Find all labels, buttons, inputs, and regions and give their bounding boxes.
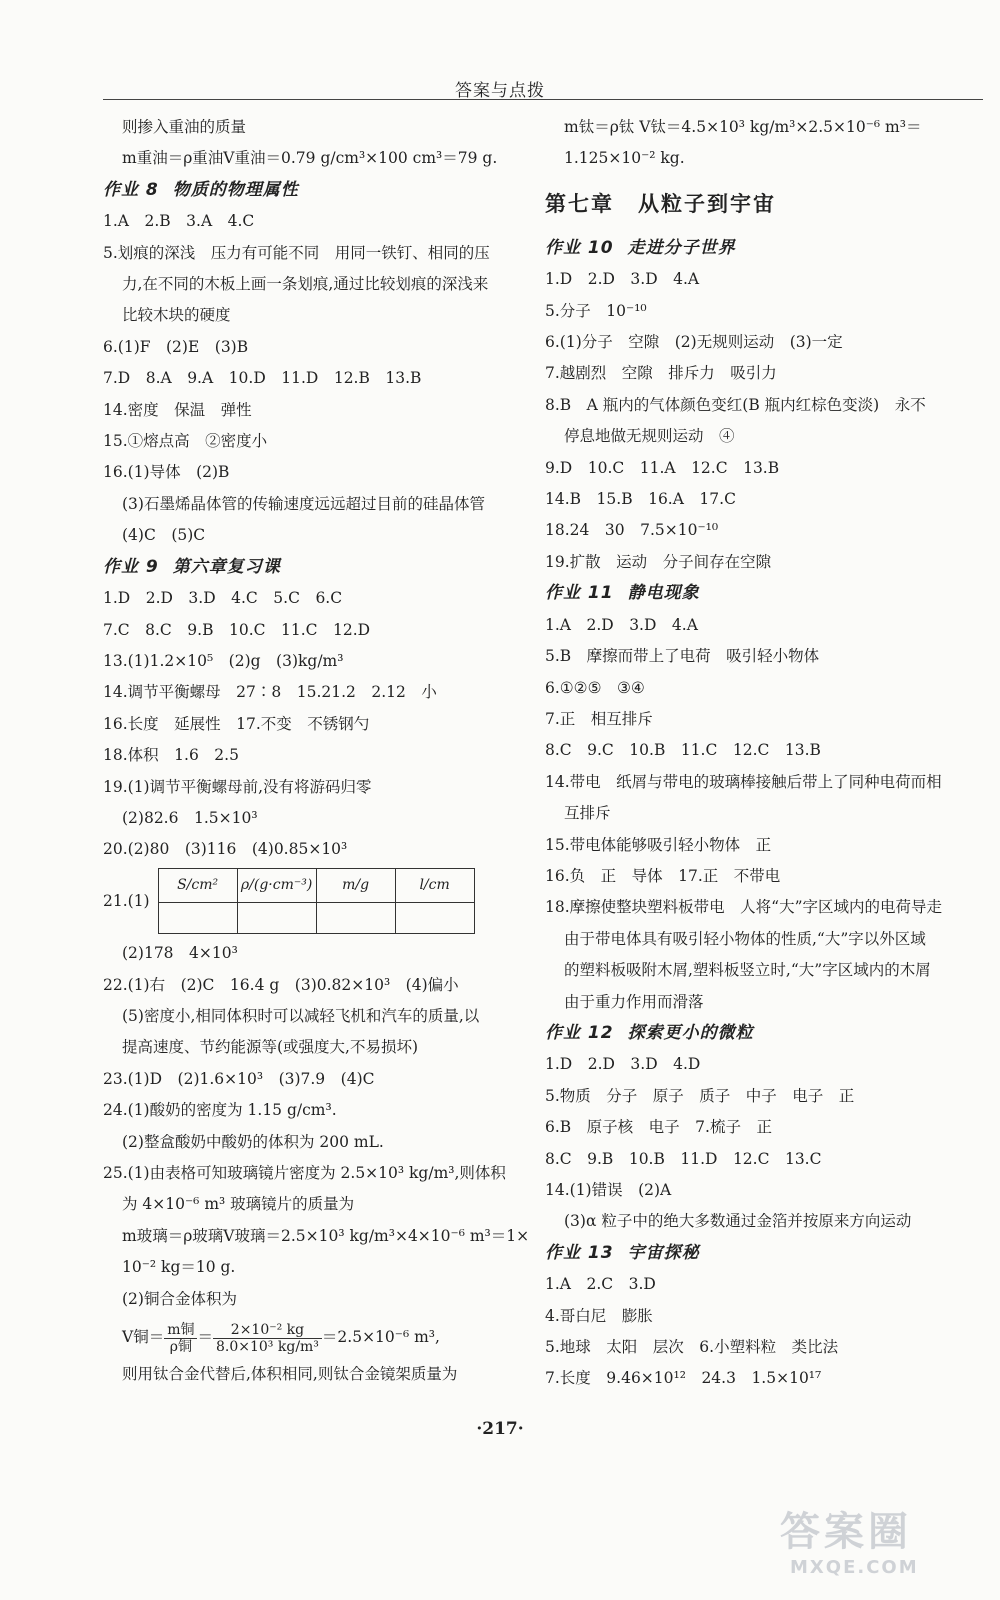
answer-line: 20.(2)80 (3)116 (4)0.85×10³ <box>103 840 348 859</box>
answer-line: 1.A 2.B 3.A 4.C <box>103 212 255 231</box>
answer-line <box>103 866 523 938</box>
answer-line: 14.密度 保温 弹性 <box>103 400 252 419</box>
formula-equals: ＝ <box>197 1328 213 1347</box>
answer-line: 6.①②⑤ ③④ <box>545 678 645 697</box>
answer-line: 8.C 9.C 10.B 11.C 12.C 13.B <box>545 741 821 760</box>
answer-line: 则掺入重油的质量 <box>122 118 247 136</box>
heading-number: 作业 9 <box>103 556 159 577</box>
answer-line: 15.带电体能够吸引轻小物体 正 <box>545 835 772 854</box>
heading-number: 作业 11 <box>545 583 614 604</box>
watermark-logo <box>780 1500 980 1580</box>
answer-line: 5.物质 分子 原子 质子 中子 电子 正 <box>545 1086 855 1105</box>
fraction-denominator: ρ铜 <box>169 1338 192 1355</box>
answer-line: 8.C 9.B 10.B 11.D 12.C 13.C <box>545 1149 822 1168</box>
heading-title: 从粒子到宇宙 <box>638 191 776 216</box>
answer-line: 16.长度 延展性 17.不变 不锈钢勺 <box>103 714 370 733</box>
section-heading <box>545 578 983 609</box>
fraction <box>213 1322 322 1355</box>
answer-line: 由于带电体具有吸引轻小物体的性质,“大”字以外区域 <box>564 929 926 948</box>
answer-line: 8.B A 瓶内的气体颜色变红(B 瓶内红棕色变淡) 永不 <box>545 395 926 414</box>
answer-line: 18.摩擦使整块塑料板带电 人将“大”字区域内的电荷导走 <box>545 898 943 917</box>
answer-line: 1.A 2.C 3.D <box>545 1275 656 1294</box>
answer-line: (2)82.6 1.5×10³ <box>122 808 258 827</box>
heading-title: 走进分子世界 <box>627 237 736 258</box>
answer-line: 停息地做无规则运动 ④ <box>564 427 735 446</box>
answer-line: 10⁻² kg＝10 g. <box>122 1258 236 1277</box>
answer-line: 7.越剧烈 空隙 排斥力 吸引力 <box>545 364 777 383</box>
answer-line: 9.D 10.C 11.A 12.C 13.B <box>545 458 780 477</box>
answer-line: 25.(1)由表格可知玻璃镜片密度为 2.5×10³ kg/m³,则体积 <box>103 1164 506 1182</box>
answer-line: 力,在不同的木板上画一条划痕,通过比较划痕的深浅来 <box>122 275 489 294</box>
right-column <box>545 112 983 1395</box>
left-column <box>103 112 530 1390</box>
answer-line: 6.(1)F (2)E (3)B <box>103 337 249 356</box>
answer-line: 1.D 2.D 3.D 4.A <box>545 270 700 289</box>
heading-number: 作业 12 <box>545 1022 614 1043</box>
fraction-numerator: 2×10⁻² kg <box>213 1322 322 1339</box>
answer-line: 22.(1)右 (2)C 16.4 g (3)0.82×10³ (4)偏小 <box>103 975 459 994</box>
answer-line: 14.调节平衡螺母 27∶8 15.21.2 2.12 小 <box>103 683 437 702</box>
answer-line: 16.(1)导体 (2)B <box>103 463 230 482</box>
answer-line: m玻璃＝ρ玻璃V玻璃＝2.5×10³ kg/m³×4×10⁻⁶ m³＝1× <box>122 1226 530 1245</box>
answer-line: 5.地球 太阳 层次 6.小塑料粒 类比法 <box>545 1338 839 1357</box>
heading-number: 作业 10 <box>545 237 614 258</box>
answer-line: 4.哥白尼 膨胀 <box>545 1306 653 1325</box>
table-header-cell: m/g <box>316 868 395 902</box>
table-cell <box>395 903 474 934</box>
table-header-cell: S/cm² <box>158 868 237 902</box>
answer-line: (4)C (5)C <box>122 526 206 545</box>
section-heading <box>545 1238 983 1269</box>
heading-title: 第六章复习课 <box>172 556 281 577</box>
table-cell <box>237 903 316 934</box>
table-header-row <box>158 868 474 902</box>
answer-line: 5.B 摩擦而带上了电荷 吸引轻小物体 <box>545 647 820 666</box>
answer-line: (5)密度小,相同体积时可以减轻飞机和汽车的质量,以 <box>122 1006 480 1025</box>
fraction-numerator: m铜 <box>164 1322 197 1339</box>
answer-line: (2)铜合金体积为 <box>122 1289 237 1308</box>
answer-line: 16.负 正 导体 17.正 不带电 <box>545 866 781 885</box>
fraction <box>164 1322 197 1355</box>
section-heading <box>545 1018 983 1049</box>
heading-number: 作业 13 <box>545 1242 614 1263</box>
answer-line: m钛＝ρ钛 V钛＝4.5×10³ kg/m³×2.5×10⁻⁶ m³＝ <box>564 118 922 136</box>
answer-line: (3)石墨烯晶体管的传输速度远远超过目前的硅晶体管 <box>122 494 485 513</box>
answer-line: 的塑料板吸附木屑,塑料板竖立时,“大”字区域内的木屑 <box>564 961 931 980</box>
heading-title: 物质的物理属性 <box>172 179 299 200</box>
section-heading <box>103 175 523 206</box>
heading-title: 静电现象 <box>627 583 700 604</box>
answer-line: m重油＝ρ重油V重油＝0.79 g/cm³×100 cm³＝79 g. <box>122 149 498 168</box>
answer-line: 13.(1)1.2×10⁵ (2)g (3)kg/m³ <box>103 651 344 670</box>
heading-title: 探索更小的微粒 <box>627 1022 754 1043</box>
answer-line: 14.(1)错误 (2)A <box>545 1181 672 1199</box>
answer-line: 7.D 8.A 9.A 10.D 11.D 12.B 13.B <box>103 369 422 388</box>
answer-line: 7.C 8.C 9.B 10.C 11.C 12.D <box>103 620 371 639</box>
answer-line: 5.划痕的深浅 压力有可能不同 用同一铁钉、相同的压 <box>103 243 490 262</box>
table-header-cell: l/cm <box>395 868 474 902</box>
answer-line: 14.带电 纸屑与带电的玻璃棒接触后带上了同种电荷而相 <box>545 772 942 791</box>
answer-line: 1.D 2.D 3.D 4.D <box>545 1055 701 1074</box>
section-heading <box>545 233 983 264</box>
answer-line: 15.①熔点高 ②密度小 <box>103 432 268 451</box>
chapter-heading <box>545 175 983 233</box>
answer-line: (3)α 粒子中的绝大多数通过金箔并按原来方向运动 <box>564 1212 912 1231</box>
answer-line: 5.分子 10⁻¹⁰ <box>545 301 647 320</box>
answer-line: 1.D 2.D 3.D 4.C 5.C 6.C <box>103 589 343 608</box>
page-number: ·217· <box>476 1419 524 1439</box>
answer-line: 由于重力作用而滑落 <box>564 992 704 1011</box>
answer-line: 6.B 原子核 电子 7.梳子 正 <box>545 1118 772 1137</box>
page-header: 答案与点拨 <box>455 81 545 101</box>
header-rule <box>103 99 983 100</box>
formula-rhs: ＝2.5×10⁻⁶ m³, <box>321 1328 440 1347</box>
answer-line: 为 4×10⁻⁶ m³ 玻璃镜片的质量为 <box>122 1195 355 1214</box>
answer-line: 提高速度、节约能源等(或强度大,不易损坏) <box>122 1038 419 1057</box>
formula-line <box>103 1315 523 1359</box>
answer-line: (2)整盒酸奶中酸奶的体积为 200 mL. <box>122 1132 384 1151</box>
table-cell <box>316 903 395 934</box>
answer-line: 6.(1)分子 空隙 (2)无规则运动 (3)一定 <box>545 333 843 352</box>
watermark-main: 答案圈 <box>780 1509 912 1555</box>
answer-line: 23.(1)D (2)1.6×10³ (3)7.9 (4)C <box>103 1069 375 1088</box>
answer-line: 则用钛合金代替后,体积相同,则钛合金镜架质量为 <box>122 1365 458 1384</box>
measurement-table <box>158 868 475 934</box>
answer-label: 21.(1) <box>103 892 150 911</box>
heading-number: 作业 8 <box>103 179 159 200</box>
answer-line: 19.扩散 运动 分子间存在空隙 <box>545 552 772 571</box>
answer-line: 7.正 相互排斥 <box>545 709 653 728</box>
answer-line: 比较木块的硬度 <box>122 306 231 325</box>
watermark-sub: MXQE.COM <box>790 1557 919 1578</box>
answer-line: 24.(1)酸奶的密度为 1.15 g/cm³. <box>103 1101 337 1120</box>
answer-line: (2)178 4×10³ <box>122 944 238 963</box>
table-header-cell: ρ/(g·cm⁻³) <box>237 868 316 902</box>
answer-line: 19.(1)调节平衡螺母前,没有将游码归零 <box>103 777 372 796</box>
heading-title: 宇宙探秘 <box>627 1242 700 1263</box>
answer-line: 1.125×10⁻² kg. <box>564 149 685 168</box>
fraction-denominator: 8.0×10³ kg/m³ <box>216 1338 319 1355</box>
table-cell <box>158 903 237 934</box>
answer-line: 1.A 2.D 3.D 4.A <box>545 615 698 634</box>
formula-lhs: V铜＝ <box>122 1328 165 1347</box>
answer-line: 18.体积 1.6 2.5 <box>103 746 239 765</box>
answer-line: 7.长度 9.46×10¹² 24.3 1.5×10¹⁷ <box>545 1369 822 1388</box>
answer-line: 18.24 30 7.5×10⁻¹⁰ <box>545 521 719 540</box>
answer-line: 互排斥 <box>564 804 611 823</box>
heading-number: 第七章 <box>545 191 614 216</box>
answer-line: 14.B 15.B 16.A 17.C <box>545 490 736 509</box>
section-heading <box>103 552 523 583</box>
table-row <box>158 903 474 934</box>
